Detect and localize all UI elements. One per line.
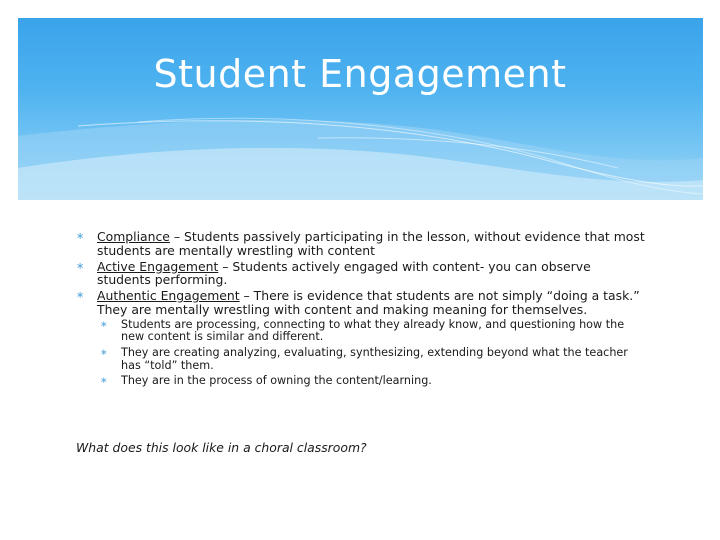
banner-wave-decoration [18, 18, 703, 200]
bullet-text: – There is evidence that students are not simply “doing a task.” They are mentally wrestling with content and making meaning for themselves. [97, 288, 640, 317]
title-banner [18, 18, 703, 200]
bullet-item [76, 289, 646, 388]
bullet-term: Authentic Engagement [97, 288, 240, 304]
bullet-icon: ∗ [76, 231, 85, 242]
closing-question: What does this look like in a choral classroom? [76, 440, 367, 455]
sub-bullet-item [97, 375, 646, 388]
sub-bullet-text: Students are processing, connecting to what they already know, and questioning how the new content is similar and different. [121, 317, 625, 344]
bullet-item [76, 230, 646, 258]
sub-bullet-item [97, 319, 646, 344]
bullet-term: Active Engagement [97, 258, 219, 274]
sub-bullet-list [97, 319, 646, 388]
bullet-icon: ∗ [100, 347, 108, 358]
bullet-text: – Students passively participating in the lesson, without evidence that most students are mentally wrestling with content [97, 229, 645, 258]
bullet-term: Compliance [97, 229, 170, 244]
bullet-item [76, 260, 646, 288]
bullet-icon: ∗ [100, 376, 108, 387]
bullet-text: – Students actively engaged with content- you can observe students performing. [97, 258, 591, 288]
bullet-icon: ∗ [76, 260, 85, 272]
bullet-icon: ∗ [76, 290, 85, 302]
bullet-icon: ∗ [100, 319, 108, 330]
sub-bullet-item [97, 347, 646, 372]
slide-title: Student Engagement [153, 52, 567, 96]
bullet-list [76, 230, 646, 391]
sub-bullet-text: They are creating analyzing, evaluating, synthesizing, extending beyond what the teacher has “told” them. [121, 345, 628, 372]
sub-bullet-text: They are in the process of owning the content/learning. [121, 374, 432, 388]
